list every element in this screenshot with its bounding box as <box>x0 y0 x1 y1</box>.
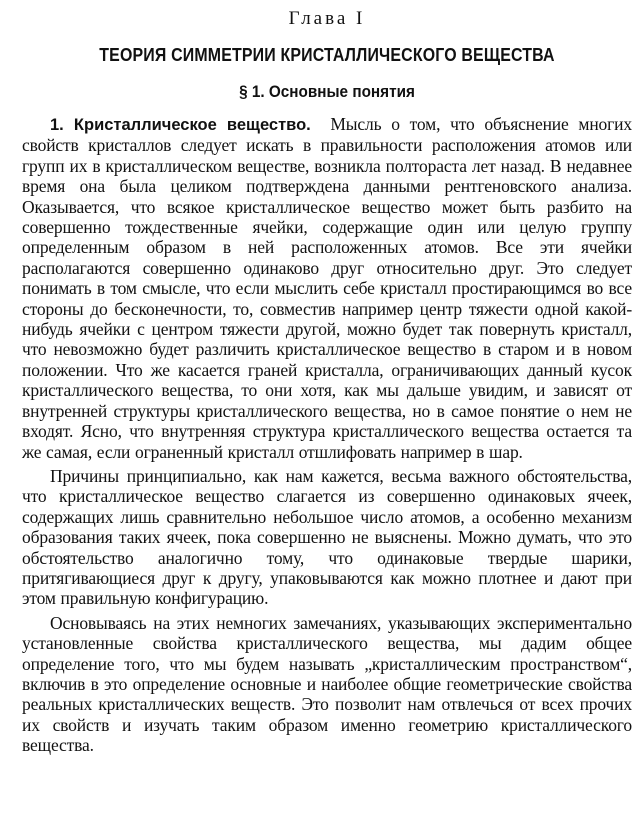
paragraph-3 <box>22 613 632 756</box>
paragraph-text: Мысль о том, что объяснение многих свойств кристаллов следует искать в правильности расположения атомов или групп их в кристаллическом веществе, возникла полтораста лет назад. В недавнее время она была целиком подтверждена данными рентгеновского анализа. Оказывается, что всякое кристаллическое вещество может быть разбито на совершенно тождественные ячейки, содержащие один или целую группу определенным образом в ней расположенных атомов. Все эти ячейки располагаются совершенно одинаково друг относительно друг. Это следует понимать в том смысле, что если мыслить себе кристалл простирающимся во все стороны до бесконечности, то, совместив например центр тяжести одной какой-нибудь ячейки с центром тяжести другой, можно будет так повернуть кристалл, что невозможно будет различить кристаллическое вещество в старом и в новом положении. Что же касается граней кристалла, ограничивающих данный кусок кристаллического вещества, то они хотя, как мы дальше увидим, и зависят от внутренней структуры кристаллического вещества, но в самое понятие о нем не входят. Ясно, что внутренняя структура кристаллического вещества остается та же самая, если ограненный кристалл отшлифовать например в шар. <box>22 114 632 462</box>
paragraph-2 <box>22 466 632 609</box>
paragraph-1 <box>22 114 632 462</box>
paragraph-text: Основываясь на этих немногих замечаниях, указывающих экспериментально установленные свойства кристаллического вещества, мы дадим общее определение того, что мы будем называть „кристаллическим пространством“, включив в это определение основные и наиболее общие геометрические свойства реальных кристаллических веществ. Это позволит нам отвлечься от всех прочих их свойств и изучать таким образом именно геометрию кристаллического вещества. <box>22 612 632 756</box>
chapter-heading: Глава I <box>288 8 366 29</box>
section-heading: § 1. Основные понятия <box>239 82 415 101</box>
document-body <box>22 114 632 756</box>
paragraph-runin-heading: 1. Кристаллическое вещество. <box>50 116 311 134</box>
paragraph-text: Причины принципиально, как нам кажется, весьма важного обстоятельства, что кристаллическое вещество слагается из совершенно одинаковых ячеек, содержащих лишь сравнительно небольшое число атомов, а особенно механизм образования таких ячеек, пока совершенно не выяснены. Можно думать, что это обстоятельство аналогично тому, что одинаковые твердые шарики, притягивающиеся друг к другу, упаковываются как можно плотнее и дают при этом правильную конфигурацию. <box>22 465 632 609</box>
chapter-title: ТЕОРИЯ СИММЕТРИИ КРИСТАЛЛИЧЕСКОГО ВЕЩЕСТВА <box>99 44 555 65</box>
